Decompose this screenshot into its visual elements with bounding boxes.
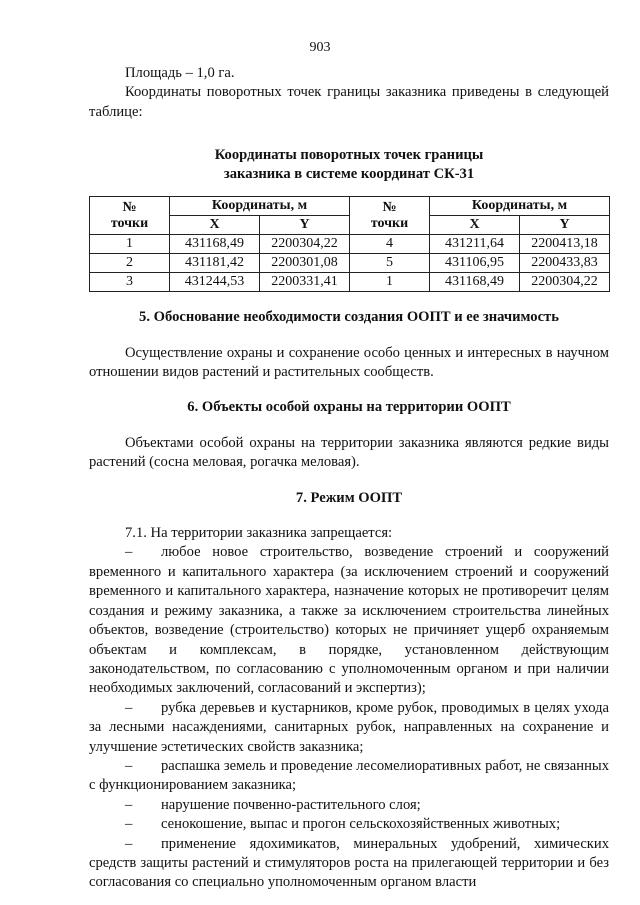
header-y: Y	[260, 216, 350, 235]
coord-x: 431244,53	[170, 273, 260, 292]
list-item	[89, 815, 609, 834]
table-title-line-2: заказника в системе координат СК-31	[223, 166, 475, 183]
page-content	[89, 64, 609, 893]
table-row	[90, 254, 610, 273]
coord-y: 2200413,18	[520, 235, 610, 254]
list-item	[89, 835, 609, 893]
point-number: 1	[350, 273, 430, 292]
section-6-title: 6. Объекты особой охраны на территории ООПТ	[187, 399, 511, 416]
table-title	[89, 146, 609, 184]
coord-x: 431168,49	[430, 273, 520, 292]
coord-y: 2200331,41	[260, 273, 350, 292]
table-title-line-1: Координаты поворотных точек границы	[214, 147, 484, 164]
header-y-2: Y	[520, 216, 610, 235]
coord-x: 431211,64	[430, 235, 520, 254]
page-number: 903	[309, 40, 331, 55]
header-x: X	[170, 216, 260, 235]
section-6-text: Объектами особой охраны на территории заказника являются редкие виды растений (сосна меловая, рогачка меловая).	[89, 434, 609, 471]
coord-x: 431181,42	[170, 254, 260, 273]
table-row	[90, 273, 610, 292]
header-coordinates: Координаты, м	[170, 197, 350, 216]
coord-x: 431106,95	[430, 254, 520, 273]
coord-x: 431168,49	[170, 235, 260, 254]
list-item	[89, 543, 609, 698]
point-number: 1	[90, 235, 170, 254]
dash-marker: –	[125, 699, 133, 716]
list-item-text: рубка деревьев и кустарников, кроме рубок, проводимых в целях ухода за лесными насаждениями, санитарных рубок, направленных на сохранение и улучшение эстетических свойств заказника;	[89, 699, 609, 755]
header-point-number-2	[350, 197, 430, 235]
coord-y: 2200301,08	[260, 254, 350, 273]
point-number: 3	[90, 273, 170, 292]
header-no-label: №	[122, 199, 137, 215]
point-number: 4	[350, 235, 430, 254]
point-number: 5	[350, 254, 430, 273]
dash-marker: –	[125, 796, 133, 813]
area-line: Площадь – 1,0 га.	[125, 65, 235, 81]
list-item-text: применение ядохимикатов, минеральных удобрений, химических средств защиты растений и стимуляторов роста на прилегающей территории и без согласования со специально уполномоченным органом власти	[89, 835, 609, 891]
point-number: 2	[90, 254, 170, 273]
section-7-title: 7. Режим ООПТ	[295, 489, 403, 506]
section-7-intro: 7.1. На территории заказника запрещается:	[125, 525, 393, 542]
header-point-number	[90, 197, 170, 235]
list-item	[89, 796, 609, 815]
header-coordinates-2: Координаты, м	[430, 197, 610, 216]
list-item	[89, 757, 609, 796]
list-item-text: распашка земель и проведение лесомелиоративных работ, не связанных с функционированием заказника;	[89, 757, 609, 794]
header-point-label-2: точки	[370, 215, 409, 231]
coords-intro: Координаты поворотных точек границы заказника приведены в следующей таблице:	[89, 84, 609, 120]
section-5-title: 5. Обоснование необходимости создания ООПТ и ее значимость	[139, 309, 559, 326]
dash-marker: –	[125, 835, 133, 852]
header-x-2: X	[430, 216, 520, 235]
section-5-text: Осуществление охраны и сохранение особо ценных и интересных в научном отношении видов растений и растительных сообществ.	[89, 344, 609, 381]
list-item	[89, 699, 609, 757]
header-point-label: точки	[110, 215, 149, 231]
coord-y: 2200433,83	[520, 254, 610, 273]
list-item-text: сенокошение, выпас и прогон сельскохозяйственных животных;	[161, 816, 561, 833]
dash-marker: –	[125, 757, 133, 774]
list-item-text: нарушение почвенно-растительного слоя;	[161, 796, 421, 813]
dash-marker: –	[125, 544, 133, 561]
list-item-text: любое новое строительство, возведение строений и сооружений временного и капитального характера (за исключением строений и сооружений временного и капитального характера, назначение которых не противоречит целям создания и режиму заказника, а также за исключением строительства линейных объектов, возведение (строительство) которых не причиняет ущерб охраняемым объектам и комплексам, в порядке, установленном действующим законодательством, по согласованию с уполномоченным органом и при наличии необходимых заключений, согласований и экспертиз);	[89, 544, 609, 697]
table-header-row	[90, 197, 610, 216]
header-no-label-2: №	[382, 199, 397, 215]
table-row	[90, 235, 610, 254]
dash-marker: –	[125, 816, 133, 833]
coord-y: 2200304,22	[520, 273, 610, 292]
coord-y: 2200304,22	[260, 235, 350, 254]
coordinates-table	[89, 196, 610, 292]
